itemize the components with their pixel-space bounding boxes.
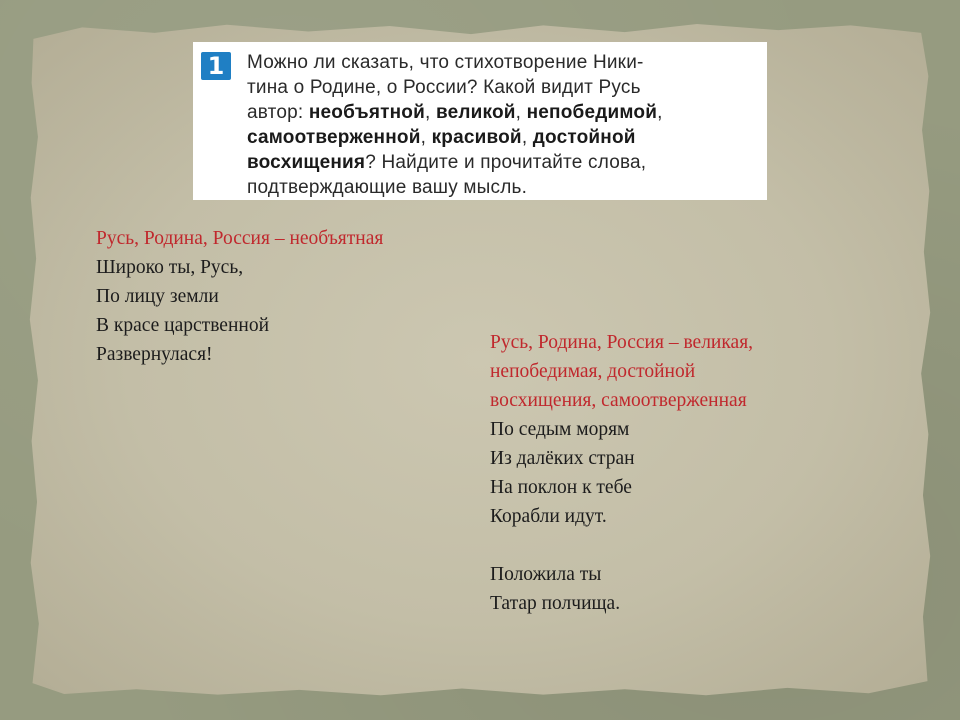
- right-stanza: [490, 328, 870, 618]
- task-text-line: [247, 75, 757, 100]
- task-text-fragment: Можно ли сказать, что стихотворение Ники-: [247, 52, 644, 73]
- task-keyword: достойной: [532, 127, 636, 148]
- stanza-heading: непобедимая, достойной: [490, 361, 696, 382]
- task-text-fragment: автор:: [247, 102, 309, 123]
- task-keyword: самоотверженной: [247, 127, 421, 148]
- poem-line: Татар полчища.: [490, 593, 621, 614]
- task-text-fragment: подтверждающие вашу мысль.: [247, 177, 528, 198]
- poem-line: Широко ты, Русь,: [96, 257, 244, 278]
- task-text-line: [247, 125, 757, 150]
- poem-line: В красе царственной: [96, 315, 270, 336]
- task-text-fragment: тина о Родине, о России? Какой видит Русь: [247, 77, 641, 98]
- task-text-line: [247, 50, 757, 75]
- task-keyword: непобедимой: [526, 102, 658, 123]
- task-number-badge: 1: [201, 52, 231, 80]
- task-text: [247, 50, 757, 200]
- task-text-fragment: ,: [424, 102, 436, 123]
- poem-line: Из далёких стран: [490, 448, 635, 469]
- task-text-fragment: ? Найдите и прочитайте слова,: [365, 152, 647, 173]
- task-text-fragment: ,: [420, 127, 432, 148]
- task-card: [193, 42, 767, 200]
- poem-line: По лицу земли: [96, 286, 219, 307]
- task-text-fragment: ,: [521, 127, 533, 148]
- stanza-heading: Русь, Родина, Россия – необъятная: [96, 228, 384, 249]
- task-text-fragment: ,: [657, 102, 663, 123]
- task-text-fragment: ,: [515, 102, 527, 123]
- stanza-heading: Русь, Родина, Россия – великая,: [490, 332, 754, 353]
- task-text-line: [247, 175, 757, 200]
- task-text-line: [247, 150, 757, 175]
- task-keyword: восхищения: [247, 152, 366, 173]
- poem-line: По седым морям: [490, 419, 630, 440]
- task-text-line: [247, 100, 757, 125]
- poem-line: На поклон к тебе: [490, 477, 632, 498]
- task-keyword: красивой: [431, 127, 522, 148]
- task-keyword: великой: [435, 102, 516, 123]
- stanza-gap: [490, 531, 870, 560]
- left-stanza: [96, 224, 476, 369]
- task-keyword: необъятной: [308, 102, 425, 123]
- poem-line: Положила ты: [490, 564, 602, 585]
- poem-line: Корабли идут.: [490, 506, 607, 527]
- poem-line: Развернулася!: [96, 344, 213, 365]
- stanza-heading: восхищения, самоотверженная: [490, 390, 747, 411]
